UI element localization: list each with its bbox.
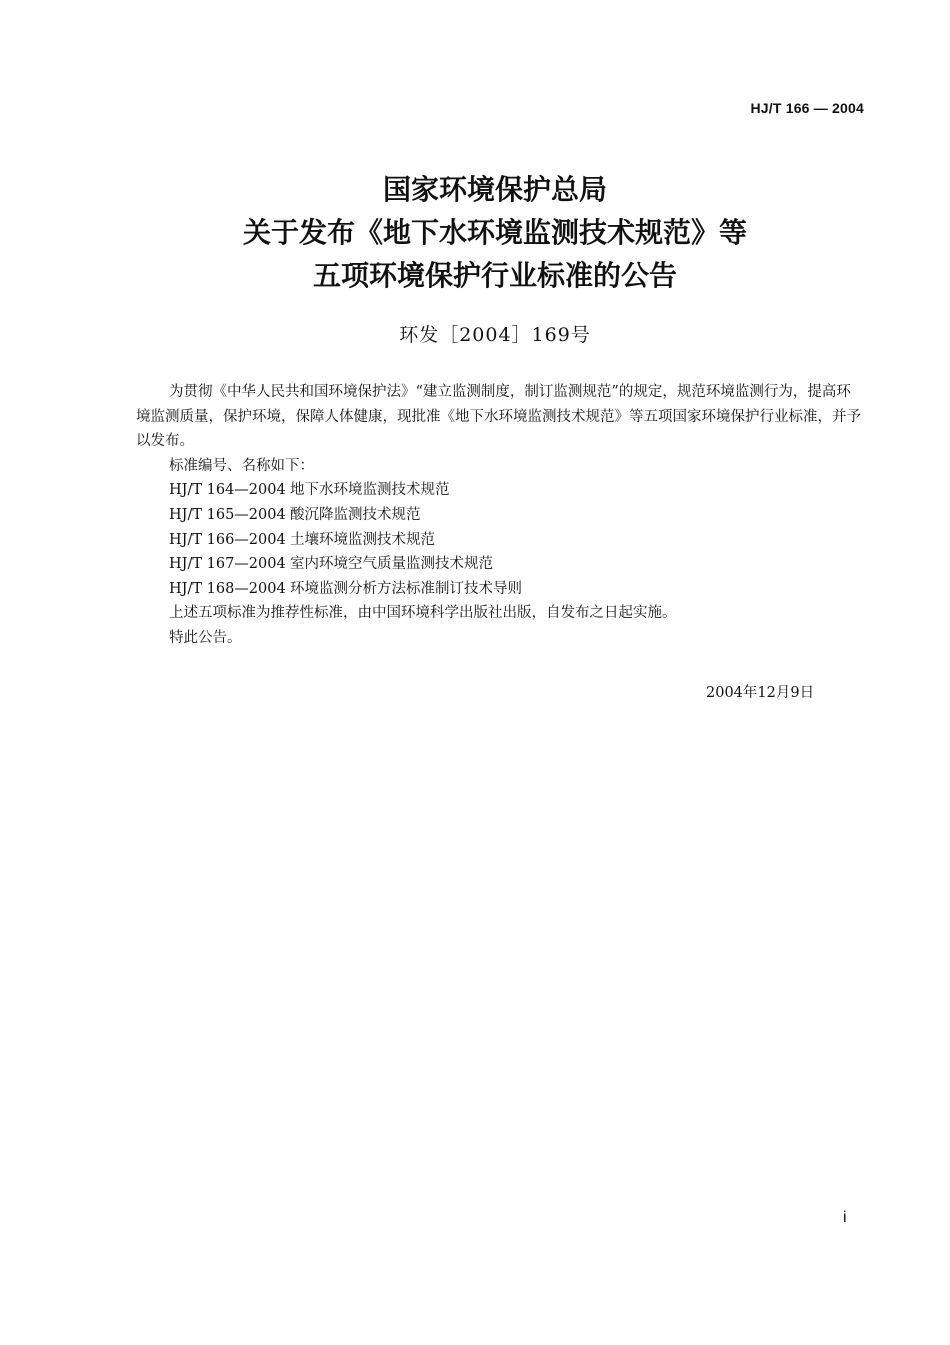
standard-item: [136, 577, 864, 602]
page-number: i: [843, 1209, 847, 1226]
announcement-body: [136, 380, 864, 651]
standard-code: HJ/T 166—2004: [169, 531, 286, 548]
standard-name: 地下水环境监测技术规范: [290, 482, 450, 499]
standard-name: 环境监测分析方法标准制订技术导则: [290, 580, 522, 597]
standard-name: 室内环境空气质量监测技术规范: [290, 556, 493, 573]
standard-code: HJ/T 167—2004: [169, 556, 286, 573]
title-line-2: 关于发布《地下水环境监测技术规范》等: [242, 216, 747, 249]
issue-date: 2004年12月9日: [706, 685, 815, 701]
title-line-3: 五项环境保护行业标准的公告: [312, 259, 677, 292]
standard-code: HJ/T 168—2004: [169, 580, 286, 597]
list-heading: 标准编号、名称如下：: [169, 457, 314, 474]
title-line-1: 国家环境保护总局: [382, 173, 607, 206]
intro-paragraph: 为贯彻《中华人民共和国环境保护法》“建立监测制度，制订监测规范”的规定，规范环境监测行为，提高环境监测质量，保护环境，保障人体健康，现批准《地下水环境监测技术规范》等五项国家环境保护行业标准，并予以发布。: [136, 384, 861, 450]
standard-item: [136, 478, 864, 503]
standard-item: [136, 552, 864, 577]
standard-item: [136, 528, 864, 553]
note-paragraph: 上述五项标准为推荐性标准，由中国环境科学出版社出版，自发布之日起实施。: [169, 605, 677, 622]
standard-code: HJ/T 165—2004: [169, 506, 286, 523]
standard-code: HJ/T 164—2004: [169, 482, 286, 499]
closing-line: 特此公告。: [169, 629, 242, 646]
standard-name: 土壤环境监测技术规范: [290, 531, 435, 548]
announcement-title: [0, 168, 950, 297]
standard-code-header: HJ/T 166 — 2004: [750, 100, 864, 116]
standard-name: 酸沉降监测技术规范: [290, 506, 421, 523]
document-number: 环发［2004］169号: [399, 324, 591, 346]
standard-item: [136, 503, 864, 528]
